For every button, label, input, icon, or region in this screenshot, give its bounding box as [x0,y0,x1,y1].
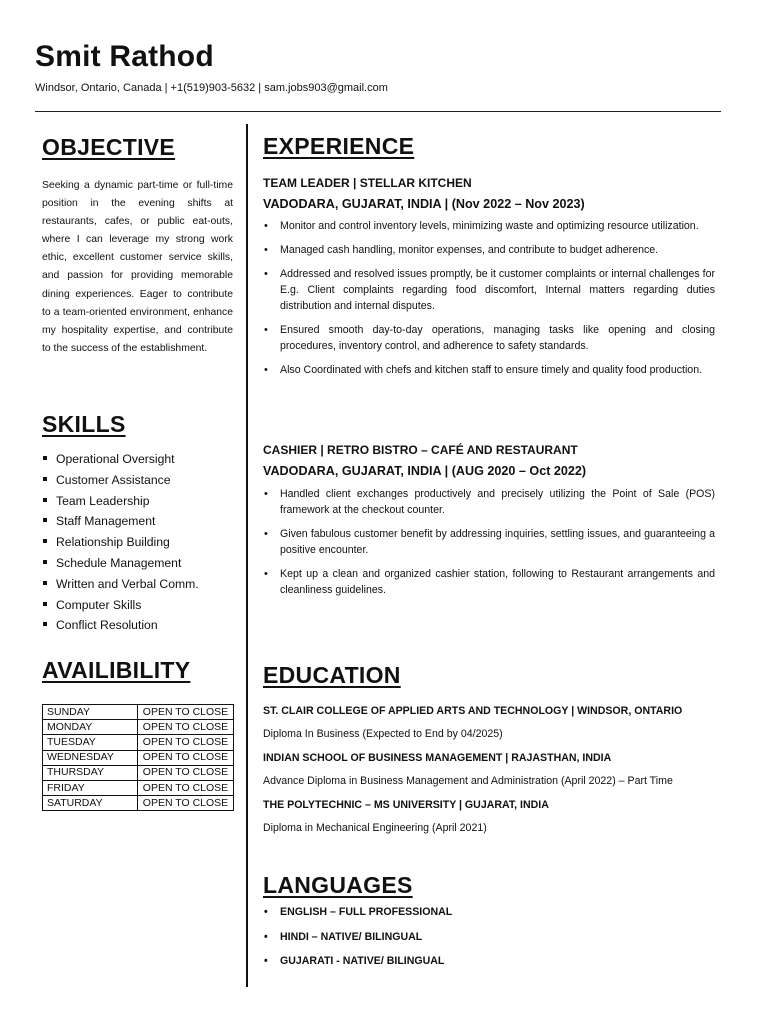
skill-item: Computer Skills [42,596,199,617]
skill-item: Relationship Building [42,533,199,554]
skill-item: Operational Oversight [42,450,199,471]
list-item: • Given fabulous customer benefit by addressing inquiries, settling issues, and guaranteeing a positive encounter. [263,526,715,558]
table-row [43,750,234,765]
day-cell: TUESDAY [43,735,138,750]
job-title: CASHIER | RETRO BISTRO – CAFÉ AND RESTAURANT [263,443,578,457]
table-row [43,735,234,750]
skill-item: Schedule Management [42,554,199,575]
skill-item: Customer Assistance [42,471,199,492]
contact-line: Windsor, Ontario, Canada | +1(519)903-5632 | sam.jobs903@gmail.com [35,82,388,94]
experience-heading: EXPERIENCE [263,133,415,159]
table-row [43,796,234,811]
languages-heading: LANGUAGES [263,872,413,898]
skill-item: Staff Management [42,512,199,533]
hours-cell: OPEN TO CLOSE [138,796,234,811]
list-item: • Handled client exchanges productively and precisely utilizing the Point of Sale (POS) framework at the checkout counter. [263,486,715,518]
header-divider [35,111,721,112]
objective-heading: OBJECTIVE [42,134,176,160]
availability-heading: AVAILIBILITY [42,657,191,683]
job-bullets [263,486,715,606]
degree-text: Diploma in Mechanical Engineering (April 2021) [263,822,487,834]
school-name: THE POLYTECHNIC – MS UNIVERSITY | GUJARAT, INDIA [263,799,549,811]
language-item: • ENGLISH – FULL PROFESSIONAL [263,904,452,929]
job-bullets [263,218,715,386]
skills-heading: SKILLS [42,411,126,437]
languages-list [263,904,452,978]
degree-text: Advance Diploma in Business Management and Administration (April 2022) – Part Time [263,775,673,787]
day-cell: FRIDAY [43,780,138,795]
education-heading: EDUCATION [263,662,401,688]
skill-item: Written and Verbal Comm. [42,575,199,596]
table-row [43,705,234,720]
list-item: • Managed cash handling, monitor expenses, and contribute to budget adherence. [263,242,715,258]
day-cell: WEDNESDAY [43,750,138,765]
degree-text: Diploma In Business (Expected to End by 04/2025) [263,728,503,740]
language-item: • GUJARATI - NATIVE/ BILINGUAL [263,953,452,978]
school-name: INDIAN SCHOOL OF BUSINESS MANAGEMENT | RAJASTHAN, INDIA [263,752,612,764]
list-item: • Also Coordinated with chefs and kitchen staff to ensure timely and quality food production. [263,362,715,378]
table-row [43,780,234,795]
list-item: • Addressed and resolved issues promptly, be it customer complaints or internal challenges for E.g. Client complaints regarding food discomfort, Internal matters regarding duties distribution and internal disputes. [263,266,715,314]
day-cell: SUNDAY [43,705,138,720]
hours-cell: OPEN TO CLOSE [138,705,234,720]
objective-text: Seeking a dynamic part-time or full-time position in the evening shifts at restaurants, cafes, or public eat-outs, where I can leverage my strong work ethic, excellent customer service skills, and passion for providing memorable dining experiences. Eager to contribute to a team-oriented environment, enhance my hospitality expertise, and contribute to the success of the establishment. [42,180,233,354]
hours-cell: OPEN TO CLOSE [138,765,234,780]
day-cell: THURSDAY [43,765,138,780]
language-item: • HINDI – NATIVE/ BILINGUAL [263,929,452,954]
hours-cell: OPEN TO CLOSE [138,735,234,750]
table-row [43,720,234,735]
skill-item: Conflict Resolution [42,616,199,637]
day-cell: MONDAY [43,720,138,735]
availability-table [42,704,234,811]
table-row [43,765,234,780]
list-item: • Ensured smooth day-to-day operations, managing tasks like opening and closing procedures, inventory control, and adherence to safety standards. [263,322,715,354]
hours-cell: OPEN TO CLOSE [138,780,234,795]
skills-list [42,450,199,637]
candidate-name: Smit Rathod [35,40,214,73]
job-location: VADODARA, GUJARAT, INDIA | (Nov 2022 – Nov 2023) [263,197,585,211]
hours-cell: OPEN TO CLOSE [138,720,234,735]
school-name: ST. CLAIR COLLEGE OF APPLIED ARTS AND TECHNOLOGY | WINDSOR, ONTARIO [263,705,683,717]
day-cell: SATURDAY [43,796,138,811]
job-location: VADODARA, GUJARAT, INDIA | (AUG 2020 – Oct 2022) [263,464,587,478]
column-divider [246,124,248,987]
hours-cell: OPEN TO CLOSE [138,750,234,765]
list-item: • Monitor and control inventory levels, minimizing waste and optimizing resource utilization. [263,218,715,234]
skill-item: Team Leadership [42,492,199,513]
job-title: TEAM LEADER | STELLAR KITCHEN [263,176,472,190]
list-item: • Kept up a clean and organized cashier station, following to Restaurant arrangements and cleanliness guidelines. [263,566,715,598]
